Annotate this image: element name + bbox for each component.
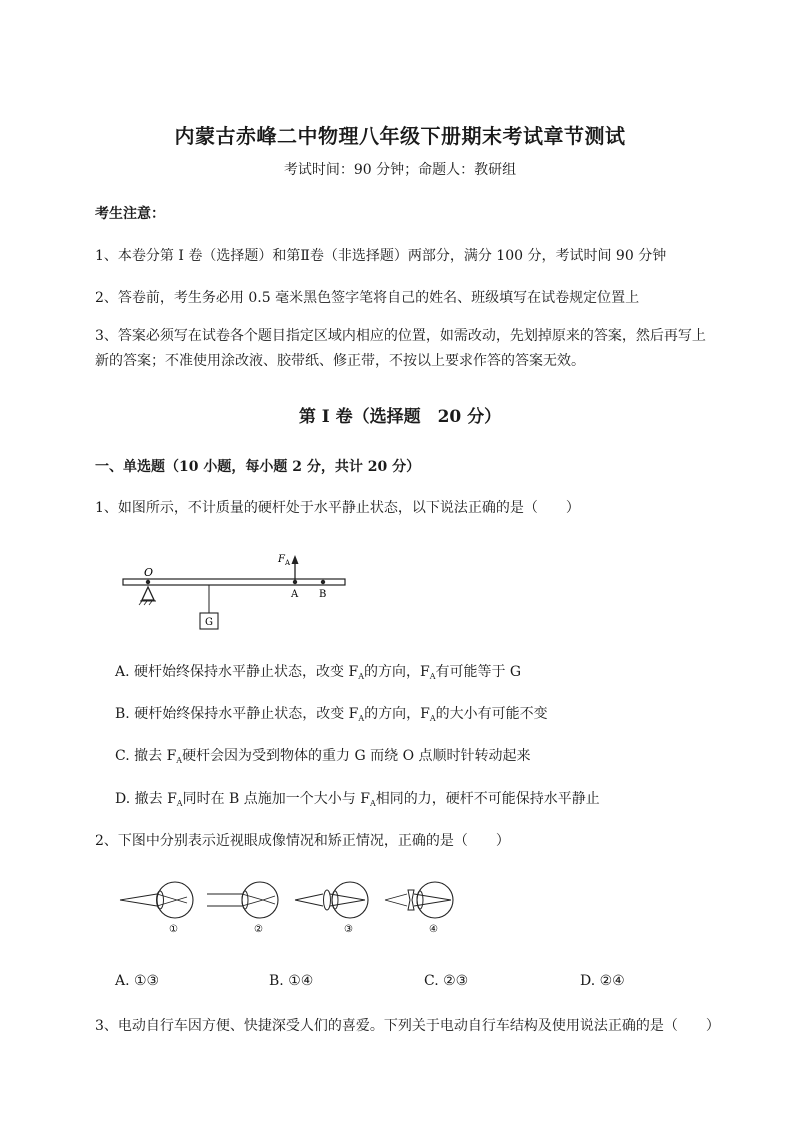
eye-label-4: ④ [429, 924, 438, 935]
part-title: 一、单选题（10 小题，每小题 2 分，共计 20 分） [95, 459, 421, 475]
label-fa: $F_A$ [278, 554, 291, 567]
notice-item-2: 2、答卷前，考生务必用 0.5 毫米黑色签字笔将自己的姓名、班级填写在试卷规定位置上 [95, 290, 640, 306]
q2-option-a[interactable]: A. ①③ [115, 973, 160, 989]
point-b [321, 580, 325, 584]
section-title: 第 I 卷（选择题 20 分） [298, 407, 502, 427]
eye-diagram-1 [120, 882, 193, 935]
lever-figure [118, 545, 358, 635]
pivot-triangle [142, 587, 154, 600]
exam-subtitle: 考试时间：90 分钟；命题人：教研组 [283, 162, 517, 178]
eye-label-3: ③ [344, 924, 353, 935]
q1-option-b[interactable]: B. 硬杆始终保持水平静止状态，改变 $F_A$的方向，$F_A$的大小有可能不变 [115, 706, 548, 723]
label-a: A [291, 589, 299, 600]
q1-option-a[interactable]: A. 硬杆始终保持水平静止状态，改变 $F_A$的方向，$F_A$有可能等于 G [115, 664, 522, 681]
question-2-stem: 2、下图中分别表示近视眼成像情况和矫正情况，正确的是（ ） [95, 833, 510, 849]
eye-label-2: ② [254, 924, 263, 935]
exam-title: 内蒙古赤峰二中物理八年级下册期末考试章节测试 [174, 124, 626, 148]
label-o: O [144, 566, 154, 579]
eye-diagram-3 [295, 882, 368, 935]
notice-item-1: 1、本卷分第 I 卷（选择题）和第Ⅱ卷（非选择题）两部分，满分 100 分，考试时间 90 分钟 [95, 248, 667, 264]
lever-bar [123, 579, 345, 585]
q2-option-b[interactable]: B. ①④ [269, 973, 314, 989]
notice-heading: 考生注意： [95, 206, 165, 222]
force-arrow-head [292, 555, 299, 564]
point-a [293, 580, 297, 584]
eye-diagram-4 [385, 882, 453, 935]
question-3-stem: 3、电动自行车因方便、快捷深受人们的喜爱。下列关于电动自行车结构及使用说法正确的是（ ） [95, 1018, 720, 1034]
label-g: G [205, 617, 213, 628]
point-o [146, 580, 150, 584]
question-1-stem: 1、如图所示，不计质量的硬杆处于水平静止状态，以下说法正确的是（ ） [95, 500, 580, 516]
eye-diagram-2 [207, 882, 278, 935]
label-b: B [319, 589, 327, 600]
notice-item-3: 3、答案必须写在试卷各个题目指定区域内相应的位置，如需改动，先划掉原来的答案，然后再写上新的答案；不准使用涂改液、胶带纸、修正带，不按以上要求作答的答案无效。 [95, 328, 706, 369]
q1-option-c[interactable]: C. 撤去 $F_A$硬杆会因为受到物体的重力 G 而绕 O 点顺时针转动起来 [115, 748, 531, 765]
q2-option-d[interactable]: D. ②④ [580, 973, 625, 989]
q2-option-c[interactable]: C. ②③ [424, 973, 469, 989]
q1-option-d[interactable]: D. 撤去 $F_A$同时在 B 点施加一个大小与 $F_A$相同的力，硬杆不可能保持水平静止 [115, 791, 600, 808]
eye-figures [115, 880, 475, 940]
eye-label-1: ① [169, 924, 178, 935]
